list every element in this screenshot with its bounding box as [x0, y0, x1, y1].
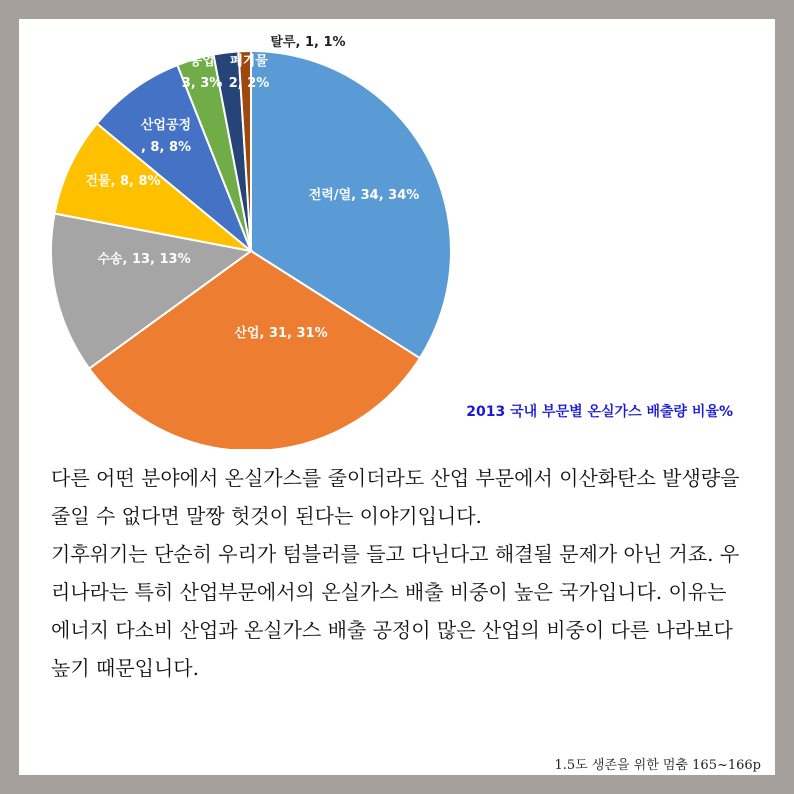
slice-label: 폐기물 2, 2%: [228, 54, 270, 91]
paragraph-1: 다른 어떤 분야에서 온실가스를 줄이더라도 산업 부문에서 이산화탄소 발생량을 줄일 수 없다면 말짱 헛것이 된다는 이야기입니다.: [51, 466, 740, 528]
slice-label: 탈루, 1, 1%: [270, 35, 346, 50]
slice-label: 건물, 8, 8%: [85, 174, 161, 189]
paragraph-2: 기후위기는 단순히 우리가 텀블러를 들고 다닌다고 해결될 문제가 아닌 거죠. 우리나라는 특히 산업부문에서의 온실가스 배출 비중이 높은 국가입니다. 이유는 에너지 다소비 산업과 온실가스 배출 공정이 많은 산업의 비중이 다른 나라보다 높기 때문입니다.: [51, 542, 740, 680]
source-citation: 1.5도 생존을 위한 멈춤 165~166p: [554, 758, 761, 773]
chart-title: 2013 국내 부문별 온실가스 배출량 비율%: [466, 404, 733, 420]
pie-chart: [19, 19, 775, 449]
slice-label: 농업 3, 3%: [181, 54, 223, 91]
slice-label: 전력/열, 34, 34%: [308, 188, 420, 203]
body-text: [51, 459, 751, 687]
slice-label: 산업공정 , 8, 8%: [140, 118, 192, 155]
slice-label: 수송, 13, 13%: [97, 252, 191, 267]
card: [19, 19, 775, 775]
slice-label: 산업, 31, 31%: [234, 326, 328, 341]
